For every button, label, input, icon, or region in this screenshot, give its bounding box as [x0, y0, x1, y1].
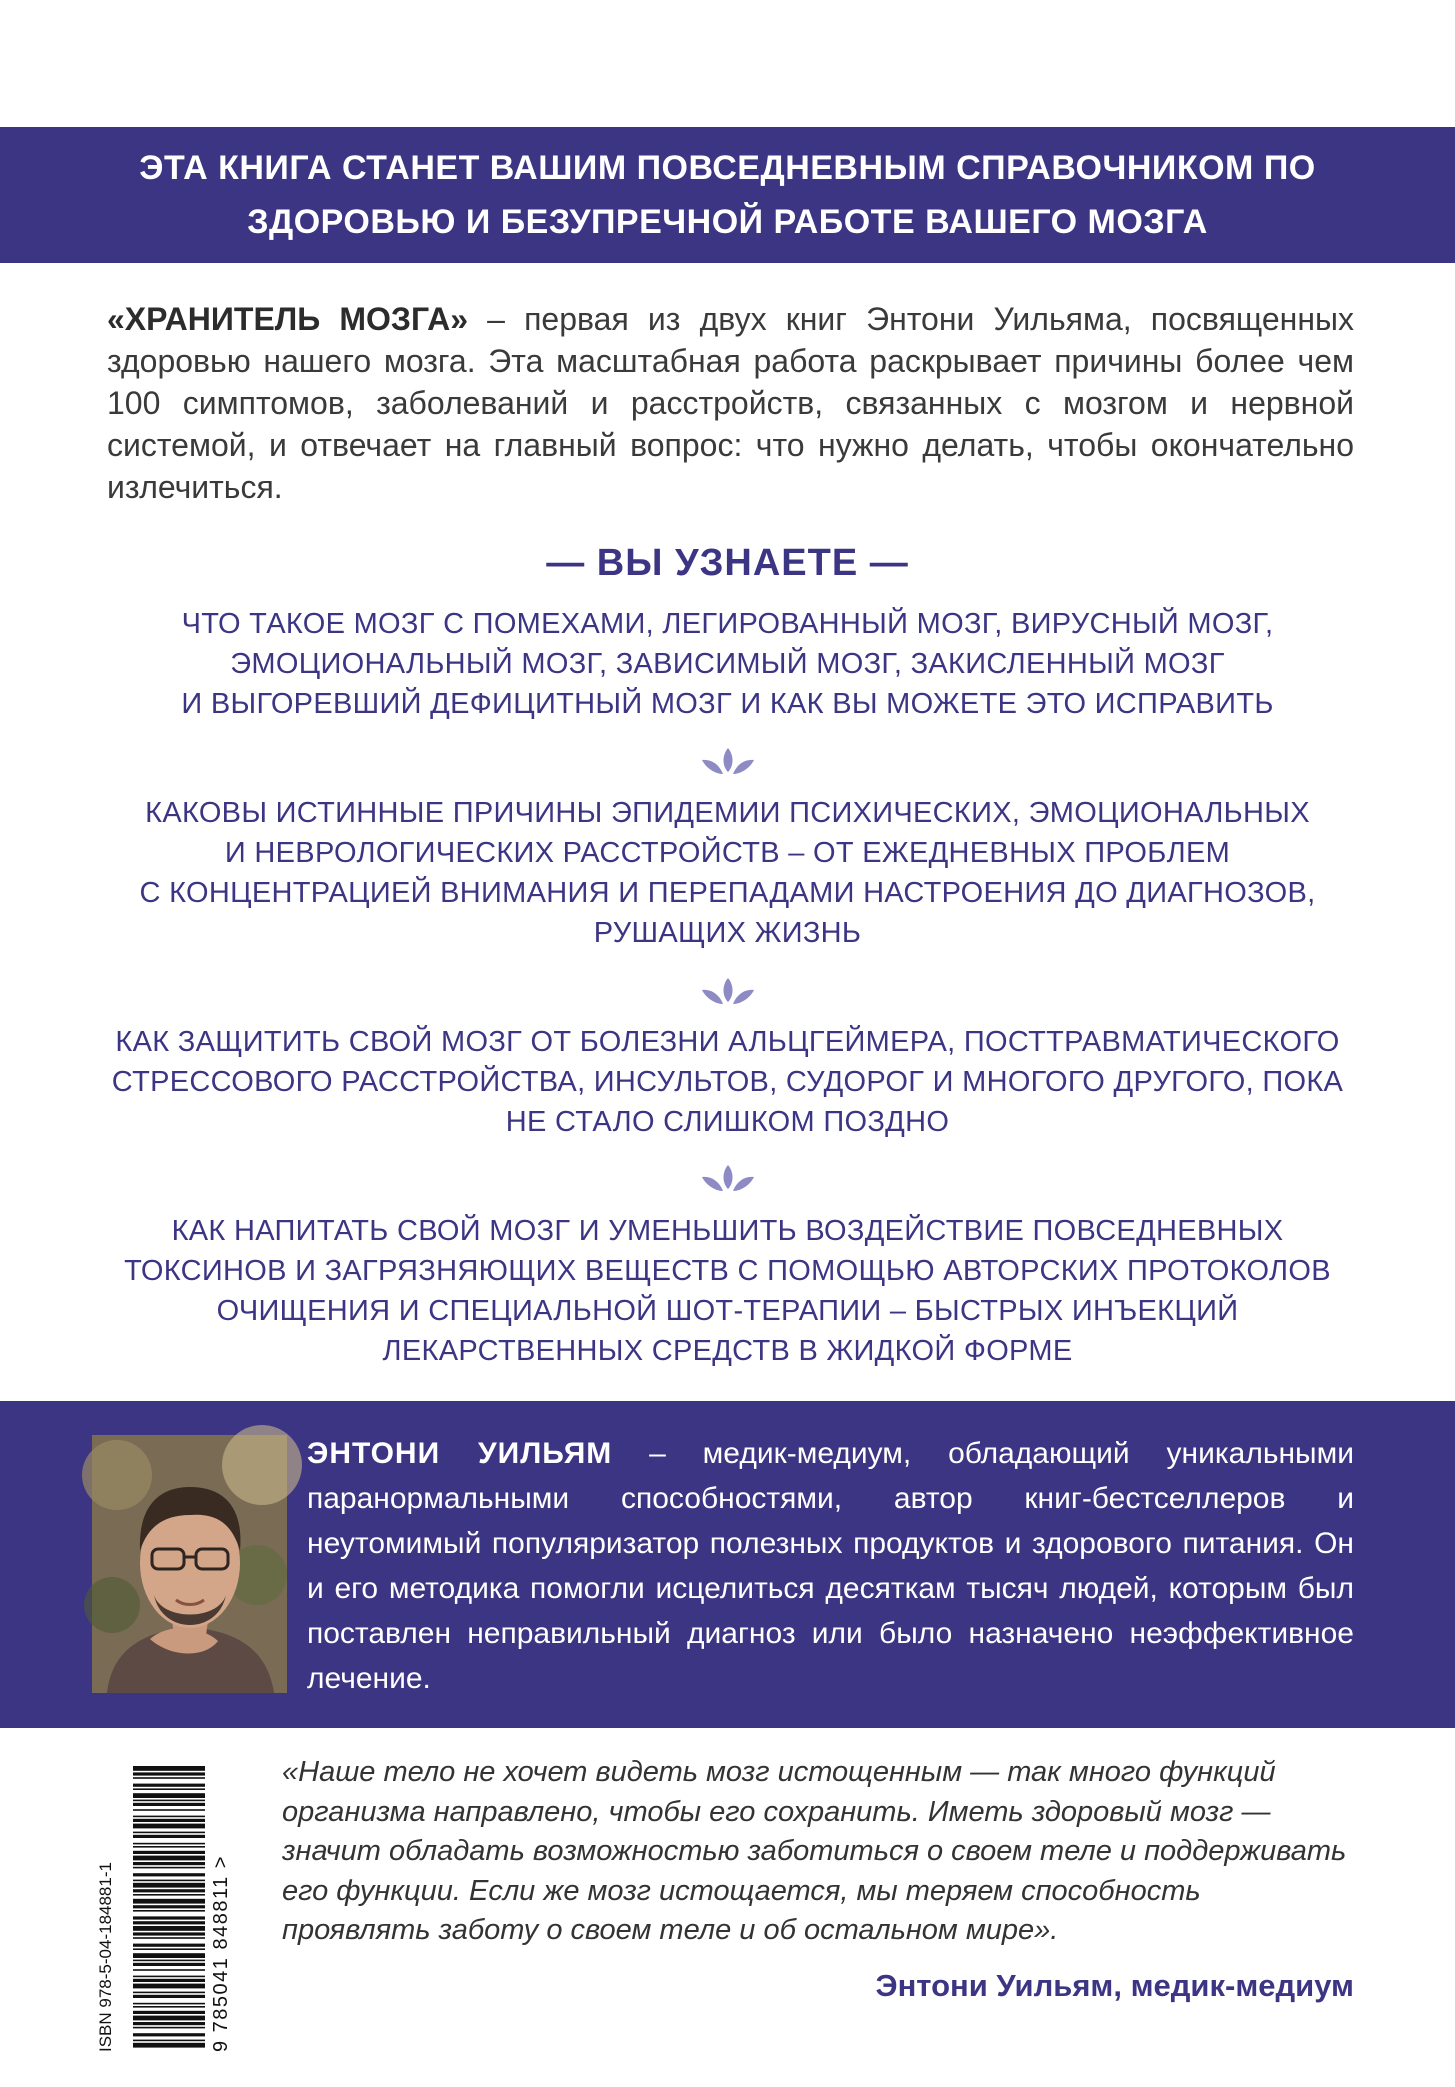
barcode-bar — [133, 1932, 205, 1935]
barcode-bar — [133, 1995, 205, 1998]
barcode-bar — [133, 1960, 205, 1962]
book-title: «ХРАНИТЕЛЬ МОЗГА» — [107, 301, 469, 337]
barcode-bar — [133, 2033, 205, 2036]
barcode-bar — [133, 1880, 205, 1882]
banner-line-1: ЭТА КНИГА СТАНЕТ ВАШИМ ПОВСЕДНЕВНЫМ СПРАВОЧНИКОМ ПО — [139, 149, 1316, 187]
barcode-bar — [133, 1766, 205, 1771]
barcode-bar — [133, 2016, 205, 2021]
barcode-bar — [133, 1816, 205, 1818]
learn-point-line: ЭМОЦИОНАЛЬНЫЙ МОЗГ, ЗАВИСИМЫЙ МОЗГ, ЗАКИСЛЕННЫЙ МОЗГ — [230, 648, 1225, 680]
barcode-bar — [133, 1824, 205, 1829]
leaf-ornament-icon — [697, 975, 759, 1007]
barcode-bar — [133, 1963, 205, 1966]
barcode-bar — [133, 1953, 205, 1958]
isbn-digits: 9 785041 848811 > — [210, 1855, 232, 2052]
barcode-bar — [133, 1851, 205, 1854]
barcode-bar — [133, 2006, 205, 2008]
author-quote: «Наше тело не хочет видеть мозг истощенным — так много функций организма направлено, чтобы его сохранить. Иметь здоровый мозг — значит обладать возможностью заботиться о своем теле и поддерживать его функции. Если же мозг истощается, мы теряем способность проявлять заботу о своем теле и об остальном мире». — [282, 1756, 1347, 1947]
barcode-bar — [133, 1969, 205, 1971]
barcode-bar — [133, 1809, 205, 1811]
barcode-bar — [133, 1873, 205, 1876]
barcode-bar — [133, 1921, 205, 1924]
leaf-ornament-icon — [697, 1162, 759, 1194]
barcode-bar — [133, 1819, 205, 1822]
barcode-bar — [133, 2003, 205, 2005]
learn-point-3 — [0, 1022, 1455, 1142]
leaf-ornament-icon — [697, 745, 759, 777]
learn-point-4 — [0, 1211, 1455, 1371]
barcode-bar — [133, 2022, 205, 2025]
learn-point-2 — [0, 793, 1455, 953]
intro-paragraph — [107, 298, 1354, 508]
barcode-bar — [133, 1944, 205, 1947]
learn-point-line: ЛЕКАРСТВЕННЫХ СРЕДСТВ В ЖИДКОЙ ФОРМЕ — [382, 1335, 1073, 1367]
author-bio-text: – медик-медиум, обладающий уникальными паранормальными способностями, автор книг-бестселлеров и неутомимый популяризатор полезных продуктов и здорового питания. Он и его методика помогли исцелиться десяткам тысяч людей, которым был поставлен неправильный диагноз или было назначено неэффективное лечение. — [307, 1437, 1354, 1695]
top-banner — [0, 127, 1455, 263]
barcode-bar — [133, 1846, 205, 1848]
barcode-bar — [133, 1772, 205, 1775]
barcode-bar — [133, 1777, 205, 1779]
barcode-bar — [133, 1832, 205, 1834]
isbn-barcode — [96, 1760, 232, 2052]
author-name: ЭНТОНИ УИЛЬЯМ — [307, 1437, 613, 1470]
learn-point-line: КАК ЗАЩИТИТЬ СВОЙ МОЗГ ОТ БОЛЕЗНИ АЛЬЦГЕЙМЕРА, ПОСТТРАВМАТИЧЕСКОГО — [115, 1026, 1340, 1058]
banner-line-2: ЗДОРОВЬЮ И БЕЗУПРЕЧНОЙ РАБОТЕ ВАШЕГО МОЗГА — [247, 203, 1208, 241]
barcode-bar — [133, 1856, 205, 1861]
learn-point-line: ОЧИЩЕНИЯ И СПЕЦИАЛЬНОЙ ШОТ-ТЕРАПИИ – БЫСТРЫХ ИНЪЕКЦИЙ — [216, 1295, 1239, 1327]
isbn-label: ISBN 978-5-04-184881-1 — [96, 1862, 115, 2052]
barcode-bar — [133, 1867, 205, 1869]
learn-point-line: КАКОВЫ ИСТИННЫЕ ПРИЧИНЫ ЭПИДЕМИИ ПСИХИЧЕСКИХ, ЭМОЦИОНАЛЬНЫХ — [145, 797, 1310, 829]
barcode-bar — [133, 1948, 205, 1950]
barcode-bar — [133, 1784, 205, 1787]
barcode-bar — [133, 1800, 205, 1802]
author-photo — [92, 1435, 287, 1693]
quote-attribution: Энтони Уильям, медик-медиум — [875, 1968, 1354, 2003]
learn-point-line: ЧТО ТАКОЕ МОЗГ С ПОМЕХАМИ, ЛЕГИРОВАННЫЙ МОЗГ, ВИРУСНЫЙ МОЗГ, — [181, 608, 1274, 640]
barcode-bars — [133, 1766, 205, 2048]
barcode-bar — [133, 1843, 205, 1845]
barcode-bar — [133, 1976, 205, 1978]
learn-point-line: И НЕВРОЛОГИЧЕСКИХ РАССТРОЙСТВ – ОТ ЕЖЕДНЕВНЫХ ПРОБЛЕМ — [224, 837, 1231, 869]
barcode-bar — [133, 1926, 205, 1931]
learn-point-line: И ВЫГОРЕВШИЙ ДЕФИЦИТНЫЙ МОЗГ И КАК ВЫ МОЖЕТЕ ЭТО ИСПРАВИТЬ — [181, 688, 1274, 720]
barcode-bar — [133, 1889, 205, 1892]
barcode-bar — [133, 1937, 205, 1939]
barcode-bar — [133, 1793, 205, 1798]
barcode-bar — [133, 1916, 205, 1919]
barcode-bar — [133, 1979, 205, 1982]
learn-point-1 — [0, 604, 1455, 724]
learn-point-line: СТРЕССОВОГО РАССТРОЙСТВА, ИНСУЛЬТОВ, СУДОРОГ И МНОГОГО ДРУГОГО, ПОКА — [111, 1066, 1344, 1098]
author-section — [0, 1401, 1455, 1728]
barcode-bar — [133, 2040, 205, 2042]
barcode-bar — [133, 1788, 205, 1790]
barcode-bar — [133, 2043, 205, 2048]
learn-point-line: ТОКСИНОВ И ЗАГРЯЗНЯЮЩИХ ВЕЩЕСТВ С ПОМОЩЬЮ АВТОРСКИХ ПРОТОКОЛОВ — [124, 1255, 1331, 1287]
barcode-bar — [133, 1899, 205, 1904]
learn-point-line: КАК НАПИТАТЬ СВОЙ МОЗГ И УМЕНЬШИТЬ ВОЗДЕЙСТВИЕ ПОВСЕДНЕВНЫХ — [171, 1215, 1284, 1247]
author-portrait-icon — [92, 1435, 287, 1693]
learn-point-line: С КОНЦЕНТРАЦИЕЙ ВНИМАНИЯ И ПЕРЕПАДАМИ НАСТРОЕНИЯ ДО ДИАГНОЗОВ, — [139, 877, 1316, 909]
barcode-bar — [133, 1803, 205, 1806]
barcode-bar — [133, 2011, 205, 2014]
barcode-bar — [133, 1835, 205, 1838]
barcode-bar — [133, 1910, 205, 1912]
learn-heading: — ВЫ УЗНАЕТЕ — — [546, 542, 909, 584]
learn-point-line: НЕ СТАЛО СЛИШКОМ ПОЗДНО — [505, 1106, 950, 1138]
intro-text: – первая из двух книг Энтони Уильяма, посвященных здоровью нашего мозга. Эта масштабная работа раскрывает причины более чем 100 симптомов, заболеваний и расстройств, связанных с мозгом и нервной системой, и отвечает на главный вопрос: что нужно делать, чтобы окончательно излечиться. — [107, 301, 1355, 505]
learn-point-line: РУШАЩИХ ЖИЗНЬ — [593, 917, 862, 949]
barcode-bar — [133, 2027, 205, 2029]
barcode-bar — [133, 1984, 205, 1989]
author-bio — [307, 1431, 1354, 1701]
barcode-bar — [133, 1862, 205, 1865]
barcode-bar — [133, 1894, 205, 1896]
barcode-bar — [133, 1905, 205, 1908]
barcode-bar — [133, 1883, 205, 1888]
barcode-bar — [133, 1992, 205, 1994]
